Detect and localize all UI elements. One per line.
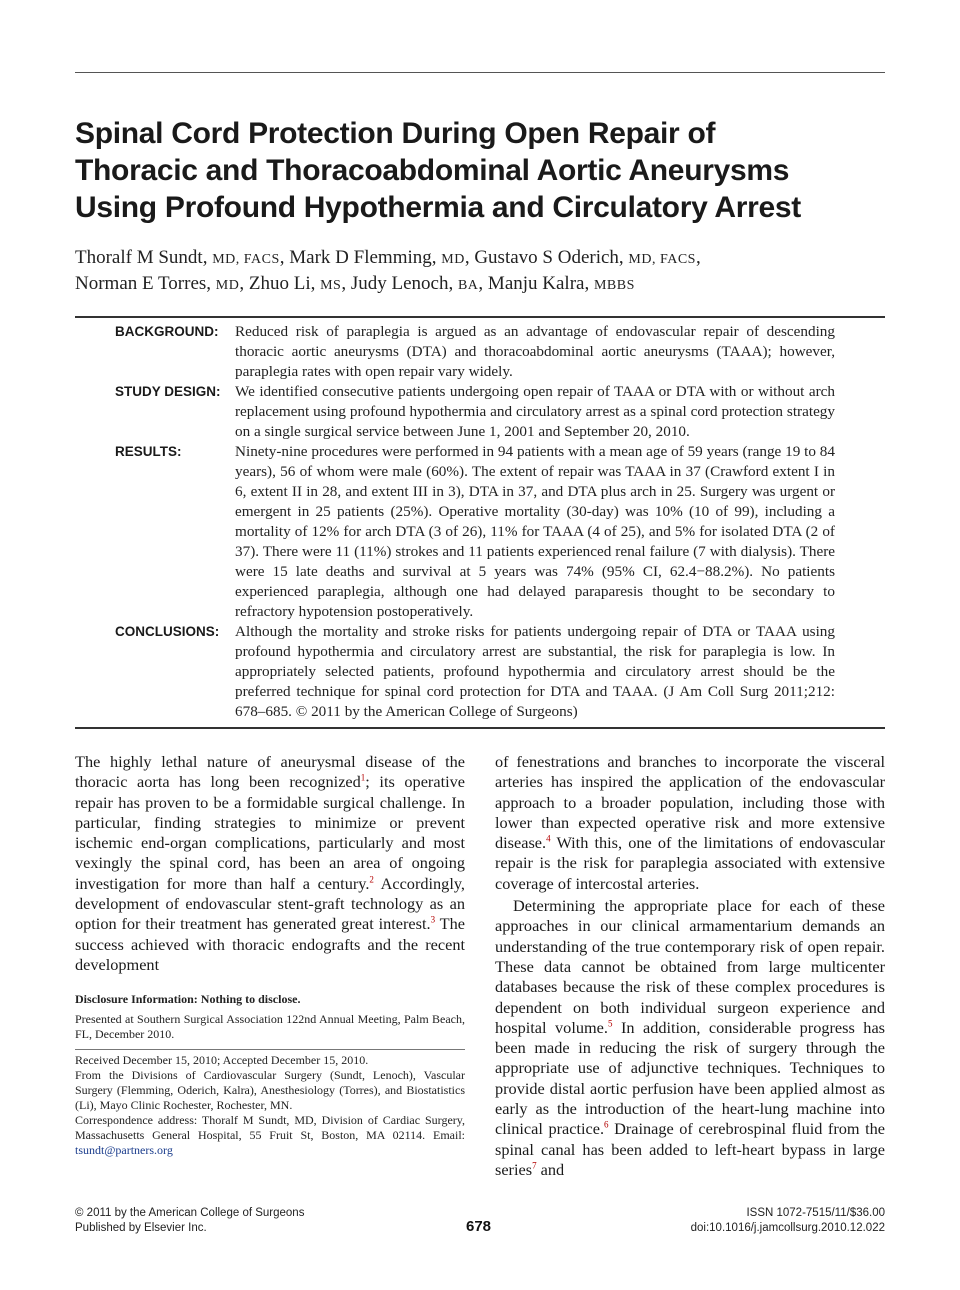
body-text: of fenestrations and branches to incorporate the visceral arteries has inspired the application of the endovascular approach to a broader population, including those with lower than expected operative risk and more extensive disease. [495, 752, 885, 853]
body-text: In addition, considerable progress has been made in reducing the risk of surgery through the appropriate use of adjunctive techniques. Techniques to provide distal aortic perfusion have been applied almost as early as the introduction of the heart-lung machine into clinical practice. [495, 1017, 886, 1139]
author-sep: , [695, 247, 701, 268]
body-column-left [75, 752, 465, 975]
abstract [115, 322, 835, 722]
author-line [75, 246, 885, 272]
footer-copyright [75, 1206, 304, 1236]
citation-ref[interactable]: 7 [532, 1160, 537, 1171]
body-text: The highly lethal nature of aneurysmal disease of the thoracic aorta has long been recognized [75, 752, 465, 792]
author-degree: MD, FACS [628, 252, 696, 267]
author-name: Mark D Flemming, [289, 247, 442, 268]
abstract-conclusions [115, 622, 835, 722]
title-line: Using Profound Hypothermia and Circulatory Arrest [75, 191, 801, 224]
author-sep: , [478, 273, 488, 294]
abstract-study-design [115, 382, 835, 442]
abstract-background [115, 322, 835, 382]
abstract-results [115, 442, 835, 622]
abstract-text: Reduced risk of paraplegia is argued as an advantage of endovascular repair of descending thoracic aortic aneurysms (DTA) and thoracoabdominal aortic aneurysms (TAAA); however, paraplegia rates with open repair vary widely. [235, 323, 835, 380]
body-text: ; its operative repair has proven to be a formidable surgical challenge. In particular, finding strategies to minimize or prevent ischemic end-organ complications, particularly and most vexingly the spinal cord, has been an area of ongoing investigation for more than half a century. [75, 772, 465, 893]
body-text: and [536, 1159, 565, 1179]
footer-doi[interactable]: doi:10.1016/j.jamcollsurg.2010.12.022 [690, 1222, 885, 1234]
abstract-label: CONCLUSIONS: [115, 624, 220, 639]
author-name: Zhuo Li, [248, 273, 321, 294]
author-name: Thoralf M Sundt, [75, 247, 213, 268]
footer-publisher-line: Published by Elsevier Inc. [75, 1222, 207, 1234]
author-list [75, 246, 885, 298]
title-line: Thoracic and Thoracoabdominal Aortic Aneurysms [75, 154, 790, 187]
author-line [75, 272, 885, 298]
title-line: Spinal Cord Protection During Open Repair of [75, 117, 716, 150]
footer-copyright-line: © 2011 by the American College of Surgeons [75, 1207, 305, 1219]
body-text: Drainage of cerebrospinal fluid from the spinal canal has been added to left-heart bypass in large series [495, 1119, 885, 1179]
citation-ref[interactable]: 2 [369, 874, 374, 885]
author-name: Norman E Torres, [75, 273, 216, 294]
disclosure-note: Disclosure Information: Nothing to disclose. [75, 992, 301, 1006]
abstract-text: Ninety-nine procedures were performed in 94 patients with a mean age of 59 years (range 19 to 84 years), 56 of whom were male (60%). The extent of repair was TAAA in 37 (Crawford extent I in 6, extent II in 28, and extent III in 3), DTA in 37, and DTA plus arch in 25. Surgery was urgent or emergent in 25 patients (25%). Operative mortality (30-day) was 10% (10 of 99), including a mortality of 12% for arch DTA (3 of 26), 11% for TAAA (4 of 25), and 5% for isolated DTA (2 of 37). There were 11 (11%) strokes and 11 patients experienced renal failure (7 with dialysis). There were 15 late deaths and survival at 5 years was 74% (95% CI, 62.4−88.2%). No patients experienced paraplegia, although one had delayed paraparesis thought to be secondary to refractory hypotension postoperatively. [235, 443, 835, 620]
abstract-text: Although the mortality and stroke risks for patients undergoing repair of DTA or TAAA using profound hypothermia and circulatory arrest are substantial, the risk for paraplegia is low. In appropriately selected patients, profound hypothermia and circulatory arrest should be the preferred technique for spinal cord protection for DTA and TAAA. (J Am Coll Surg 2011;212: 678–685. © 2011 by the American College of Surgeons) [235, 623, 835, 720]
abstract-bottom-rule [75, 727, 885, 729]
citation-ref[interactable]: 6 [604, 1119, 609, 1130]
abstract-text: We identified consecutive patients undergoing open repair of TAAA or DTA with or without arch replacement using profound hypothermia and circulatory arrest as a spinal cord protection strategy on a single surgical service between June 1, 2001 and September 20, 2010. [235, 383, 835, 440]
top-rule [75, 72, 885, 73]
correspondence-note [75, 1113, 465, 1158]
body-paragraph [75, 752, 465, 975]
author-sep: , [279, 247, 290, 268]
author-name: Judy Lenoch, [350, 273, 458, 294]
footer-issn: ISSN 1072-7515/11/$36.00 [746, 1207, 885, 1219]
article-notes [75, 992, 465, 1158]
affiliation-note: From the Divisions of Cardiovascular Surgery (Sundt, Lenoch), Vascular Surgery (Flemming, Oderich, Kalra), Anesthesiology (Torres), and Biostatistics (Li), Mayo Clinic Rochester, Rochester, MN. [75, 1068, 465, 1112]
body-text: The success achieved with thoracic endografts and the recent development [75, 914, 465, 974]
body-paragraph [495, 896, 885, 1180]
author-degree: MD [215, 278, 240, 293]
citation-ref[interactable]: 5 [607, 1018, 613, 1029]
email-link[interactable]: tsundt@partners.org [75, 1143, 173, 1157]
body-text: Accordingly, development of endovascular stent-graft technology as an option for their treatment has generated great interest. [75, 873, 465, 934]
author-name: Gustavo S Oderich, [474, 247, 629, 268]
footer-identifiers [691, 1206, 885, 1236]
author-degree: MD [441, 252, 465, 267]
body-paragraph [495, 752, 885, 894]
abstract-top-rule [75, 316, 885, 318]
presented-note: Presented at Southern Surgical Association 122nd Annual Meeting, Palm Beach, FL, December 2010. [75, 1012, 465, 1041]
citation-ref[interactable]: 4 [546, 833, 551, 844]
author-degree: MBBS [593, 278, 635, 293]
abstract-label: STUDY DESIGN: [115, 384, 221, 399]
body-text: With this, one of the limitations of endovascular repair is the risk for paraplegia associated with extensive coverage of intercostal arteries. [495, 833, 885, 893]
citation-ref[interactable]: 3 [430, 914, 436, 925]
abstract-label: BACKGROUND: [115, 324, 219, 339]
author-sep: , [464, 247, 475, 268]
author-sep: , [239, 273, 249, 294]
page-number: 678 [466, 1218, 492, 1235]
body-text: Determining the appropriate place for each of these approaches in our clinical armamentarium demands an understanding of the true contemporary risk of open repair. These data cannot be obtained from large multicenter databases because the risk of these complex procedures is dependent on both individual surgeon experience and hospital volume. [495, 896, 885, 1037]
author-sep: , [341, 273, 351, 294]
abstract-label: RESULTS: [115, 444, 182, 459]
author-name: Manju Kalra, [487, 273, 594, 294]
body-column-right [495, 752, 885, 1180]
correspondence-text: Correspondence address: Thoralf M Sundt, MD, Division of Cardiac Surgery, Massachusetts General Hospital, 55 Fruit St, Boston, MA 02114. Email: [75, 1113, 465, 1142]
author-degree: MS [320, 278, 342, 293]
notes-divider [75, 1049, 465, 1050]
article-title [75, 115, 895, 226]
received-note: Received December 15, 2010; Accepted December 15, 2010. [75, 1053, 369, 1067]
citation-ref[interactable]: 1 [360, 772, 366, 783]
author-degree: MD, FACS [212, 252, 280, 267]
author-degree: BA [457, 278, 479, 293]
